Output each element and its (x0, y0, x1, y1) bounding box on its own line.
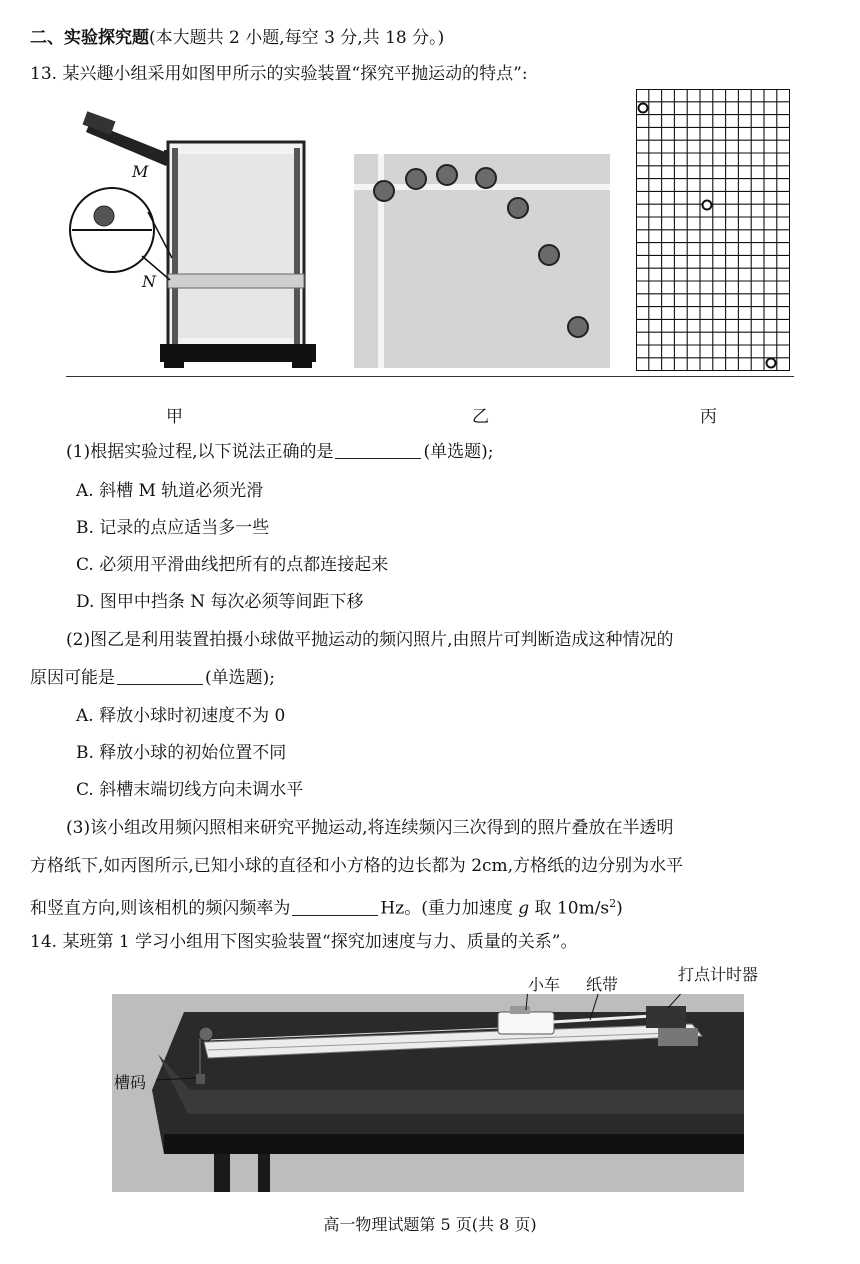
q13-part3-unit: Hz。 (380, 898, 422, 919)
answer-blank-2[interactable] (117, 666, 203, 685)
q13-p1-option-d: D. 图甲中挡条 N 每次必须等间距下移 (76, 592, 364, 612)
q13-part1-text: (1)根据实验过程,以下说法正确的是 (66, 442, 334, 462)
section-note: (本大题共 2 小题,每空 3 分,共 18 分。) (149, 28, 445, 48)
label-tape: 纸带 (586, 975, 619, 994)
q13-part2-suffix: (单选题); (205, 668, 275, 688)
label-car: 小车 (528, 975, 561, 994)
q13-part1 (66, 440, 493, 464)
answer-blank-1[interactable] (335, 440, 421, 459)
caption-jia: 甲 (166, 407, 183, 427)
figure-jia-apparatus (64, 108, 334, 370)
q13-part3-line1: (3)该小组改用频闪照相来研究平抛运动,将连续频闪三次得到的照片叠放在半透明 (66, 818, 674, 838)
answer-blank-3[interactable] (292, 897, 378, 916)
label-timer: 打点计时器 (678, 965, 759, 984)
figure-baseline (66, 376, 794, 377)
q13-p2-option-b: B. 释放小球的初始位置不同 (76, 743, 287, 763)
figure-bing-grid-paper (636, 89, 790, 371)
q13-p1-option-b: B. 记录的点应适当多一些 (76, 518, 270, 538)
section-heading (30, 26, 444, 50)
q13-p1-option-a: A. 斜槽 M 轨道必须光滑 (76, 481, 264, 501)
caption-bing: 丙 (700, 407, 717, 427)
q13-part3-line3 (30, 892, 623, 921)
q13-part1-suffix: (单选题); (423, 442, 494, 462)
q13-part2-line2 (30, 666, 275, 690)
figure-q14-cart-photo (112, 994, 744, 1192)
q13-p2-option-c: C. 斜槽末端切线方向未调水平 (76, 780, 304, 800)
q13-stem: 13. 某兴趣小组采用如图甲所示的实验装置“探究平抛运动的特点”: (30, 64, 528, 84)
q13-part3-text: 和竖直方向,则该相机的频闪频率为 (30, 898, 291, 919)
q13-part2-text: 原因可能是 (30, 668, 115, 688)
caption-yi: 乙 (472, 407, 489, 427)
q14-stem: 14. 某班第 1 学习小组用下图实验装置“探究加速度与力、质量的关系”。 (30, 932, 578, 952)
label-M: M (132, 162, 149, 181)
q13-p1-option-c: C. 必须用平滑曲线把所有的点都连接起来 (76, 555, 389, 575)
label-weight: 槽码 (114, 1073, 147, 1092)
page-footer: 高一物理试题第 5 页(共 8 页) (323, 1215, 537, 1234)
q13-part3-g: g (518, 898, 530, 919)
q13-part3-gravity-a: (重力加速度 (421, 898, 519, 919)
section-title: 二、实验探究题 (30, 28, 149, 48)
q13-part3-sup: 2 (609, 897, 617, 910)
label-N: N (142, 272, 156, 291)
q13-p2-option-a: A. 释放小球时初速度不为 0 (76, 706, 286, 726)
q13-part3-gravity-c: ) (616, 898, 623, 919)
q13-part3-gravity-b: 取 10m/s (529, 898, 610, 919)
q13-part2-line1: (2)图乙是利用装置拍摄小球做平抛运动的频闪照片,由照片可判断造成这种情况的 (66, 630, 674, 650)
q13-part3-line2: 方格纸下,如丙图所示,已知小球的直径和小方格的边长都为 2cm,方格纸的边分别为水平 (30, 856, 684, 876)
figure-yi-strobe-photo (354, 154, 610, 368)
